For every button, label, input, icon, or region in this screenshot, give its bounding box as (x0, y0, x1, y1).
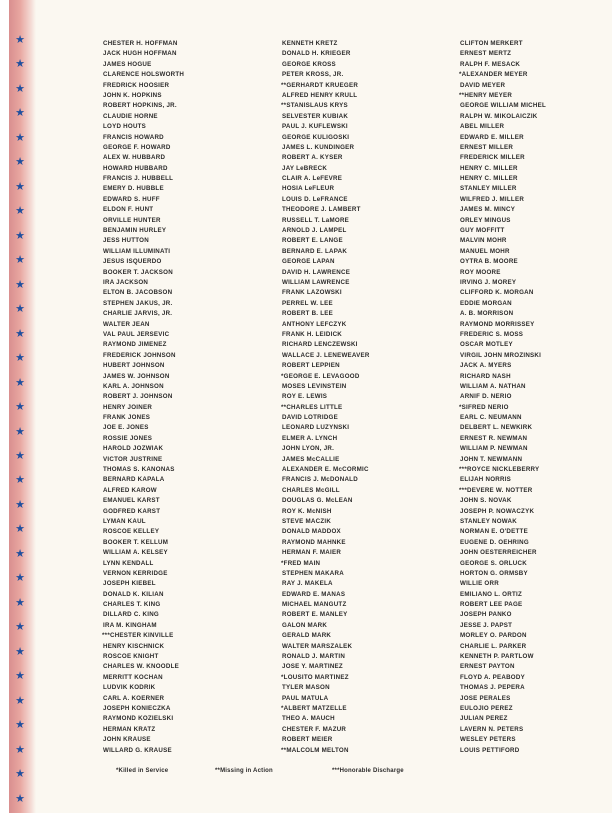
name-entry: JOSE Y. MARTINEZ (282, 663, 343, 671)
name-entry: DONALD K. KILIAN (103, 590, 164, 598)
name-entry: CHESTER H. HOFFMAN (103, 40, 178, 47)
name-entry: FREDERICK MILLER (460, 154, 525, 162)
name-entry: OYTRA B. MOORE (460, 258, 518, 266)
name-entry: SELVESTER KUBIAK (282, 112, 349, 120)
name-entry: ROBERT A. KYSER (282, 154, 343, 162)
name-entry: IRA JACKSON (103, 278, 149, 286)
name-entry: LUDVIK KODRIK (103, 684, 156, 692)
star-icon: ★ (15, 228, 25, 242)
name-entry: LAVERN N. PETERS (460, 725, 524, 733)
name-entry: *GEORGE E. LEVAGOOD (281, 372, 360, 380)
name-entry: ORLEY MINGUS (460, 216, 511, 224)
name-entry: ALFRED HENRY KRULL (282, 91, 358, 99)
name-entry: GERALD MARK (282, 632, 332, 640)
name-entry: RAYMOND KOZIELSKI (103, 715, 174, 723)
name-entry: GEORGE WILLIAM MICHEL (460, 102, 547, 110)
star-icon: ★ (15, 644, 25, 658)
star-icon: ★ (15, 302, 25, 316)
name-entry: ROSCOE KNIGHT (103, 653, 159, 661)
name-entry: HUBERT JOHNSON (103, 362, 165, 370)
name-entry: MORLEY O. PARDON (460, 632, 527, 640)
name-entry: RAYMOND JIMENEZ (103, 341, 167, 349)
name-entry: RAY J. MAKELA (282, 580, 333, 588)
name-entry: HENRY JOINER (103, 403, 153, 411)
name-entry: CARL A. KOERNER (103, 694, 165, 702)
name-entry: ROBERT LEE PAGE (460, 601, 523, 609)
name-entry: ***ROYCE NICKLEBERRY (459, 466, 540, 474)
star-icon: ★ (15, 326, 25, 340)
star-icon: ★ (15, 375, 25, 389)
name-entry: WILLIAM A. KELSEY (103, 549, 168, 557)
name-entry: EUGENE D. OEHRING (460, 538, 529, 546)
name-column-2 (282, 39, 370, 756)
name-entry: ANTHONY LEFCZYK (282, 320, 347, 328)
name-entry: HOWARD HUBBARD (103, 164, 168, 172)
star-icon: ★ (15, 718, 25, 732)
name-entry: DAVID H. LAWRENCE (282, 268, 351, 276)
name-entry: EMANUEL KARST (103, 497, 160, 505)
star-icon: ★ (15, 253, 25, 267)
name-entry: FRANK H. LEIDICK (282, 330, 343, 338)
name-entry: CLAIR A. LeFEVRE (282, 175, 343, 183)
name-entry: WILLIAM A. NATHAN (460, 382, 526, 390)
name-entry: CHARLES W. KNOODLE (103, 663, 179, 671)
star-icon: ★ (15, 57, 25, 71)
name-entry: ARNIF D. NERIO (460, 393, 512, 401)
name-entry: STEPHEN JAKUS, JR. (103, 299, 173, 307)
name-entry: **CHARLES LITTLE (281, 403, 343, 411)
name-entry: BOOKER T. KELLUM (103, 538, 169, 546)
legend-discharge: ***Honorable Discharge (332, 768, 404, 774)
name-entry: HORTON G. ORMSBY (460, 569, 528, 577)
name-entry: JOHN LYON, JR. (282, 445, 335, 453)
name-entry: WILLIAM ILLUMINATI (103, 247, 171, 255)
name-entry: LOUIS PETTIFORD (460, 746, 520, 754)
legend-missing: **Missing in Action (215, 768, 273, 774)
name-entry: RUSSELL T. LaMORE (282, 216, 350, 224)
name-entry: *FRED MAIN (281, 559, 321, 567)
name-entry: DONALD MADDOX (282, 528, 341, 536)
name-entry: ERNEST MERTZ (460, 50, 512, 58)
name-entry: MALVIN MOHR (460, 237, 507, 245)
name-entry: CLARENCE HOLSWORTH (103, 71, 185, 79)
name-entry: PERREL W. LEE (282, 299, 333, 307)
star-icon: ★ (15, 130, 25, 144)
name-entry: LOYD HOUTS (103, 123, 147, 131)
name-entry: JAMES W. JOHNSON (103, 372, 170, 380)
name-entry: RALPH F. MESACK (460, 60, 521, 68)
name-entry: JESS HUTTON (103, 237, 149, 245)
name-entry: ARNOLD J. LAMPEL (282, 227, 347, 235)
name-entry: THOMAS J. PEPERA (460, 684, 525, 692)
name-entry: JAMES M. MINCY (460, 206, 516, 214)
name-entry: JOE E. JONES (103, 424, 149, 432)
legend-killed: *Killed in Service (116, 768, 169, 774)
name-entry: FLOYD A. PEABODY (460, 673, 525, 681)
name-entry: ALEX W. HUBBARD (103, 154, 166, 162)
star-icon: ★ (15, 448, 25, 462)
name-entry: FREDERICK JOHNSON (103, 351, 176, 359)
name-entry: JAMES HOGUE (103, 60, 152, 68)
name-entry: FRANCIS HOWARD (103, 133, 164, 141)
name-entry: DAVID LOTRIDGE (282, 414, 338, 422)
name-entry: RONALD J. MARTIN (282, 653, 346, 661)
name-entry: KENNETH P. PARTLOW (460, 653, 534, 661)
star-icon: ★ (15, 791, 25, 805)
name-entry: HENRY C. MILLER (460, 164, 518, 172)
name-entry: NORMAN E. O'DETTE (460, 528, 528, 536)
name-entry: BENJAMIN HURLEY (103, 227, 167, 235)
name-column-3 (460, 39, 546, 756)
name-column-1 (103, 39, 184, 756)
star-icon: ★ (15, 204, 25, 218)
name-entry: THEODORE J. LAMBERT (282, 206, 361, 214)
name-entry: **HENRY MEYER (459, 91, 513, 99)
name-entry: EDWARD S. HUFF (103, 195, 160, 203)
name-entry: JOSE PERALES (460, 694, 511, 702)
name-entry: EDWARD E. MILLER (460, 133, 524, 141)
name-entry: ***DEVERE W. NOTTER (459, 486, 533, 494)
star-icon: ★ (15, 351, 25, 365)
name-entry: ROBERT MEIER (282, 736, 333, 744)
name-entry: EMERY D. HUBBLE (103, 185, 164, 193)
name-entry: WALTER JEAN (103, 320, 150, 328)
name-entry: RICHARD NASH (460, 372, 511, 380)
name-entry: THOMAS S. KANONAS (103, 466, 175, 474)
name-entry: WESLEY PETERS (460, 736, 516, 744)
name-entry: KENNETH KRETZ (282, 40, 338, 47)
name-entry: JAY LeBRECK (282, 164, 328, 172)
name-entry: CHARLIE L. PARKER (460, 642, 527, 650)
name-entry: ELIJAH NORRIS (460, 476, 512, 484)
name-entry: MERRITT KOCHAN (103, 673, 163, 681)
name-entry: STEPHEN MAKARA (282, 569, 344, 577)
name-entry: GEORGE KULIGOSKI (282, 133, 350, 141)
name-entry: DAVID MEYER (460, 81, 506, 89)
name-entry: OSCAR MOTLEY (460, 341, 513, 349)
name-entry: LYNN KENDALL (103, 559, 154, 567)
name-entry: GALON MARK (282, 621, 328, 629)
name-entry: ORVILLE HUNTER (103, 216, 161, 224)
name-entry: HERMAN F. MAIER (282, 549, 342, 557)
name-entry: FRANK LAZOWSKI (282, 289, 342, 297)
name-entry: MOSES LEVINSTEIN (282, 382, 347, 390)
name-entry: CHARLES T. KING (103, 601, 161, 609)
name-entry: HAROLD JOZWIAK (103, 445, 164, 453)
name-entry: A. B. MORRISON (460, 310, 514, 318)
star-icon: ★ (15, 742, 25, 756)
name-entry: CHARLES McGILL (282, 486, 340, 494)
name-entry: LEONARD LUZYNSKI (282, 424, 350, 432)
name-entry: WILLIAM P. NEWMAN (460, 445, 528, 453)
name-entry: JAMES L. KUNDINGER (282, 143, 355, 151)
name-entry: ROBERT J. JOHNSON (103, 393, 173, 401)
name-entry: ROBERT HOPKINS, JR. (103, 102, 177, 110)
name-entry: TYLER MASON (282, 684, 330, 692)
name-entry: BOOKER T. JACKSON (103, 268, 173, 276)
name-entry: EDDIE MORGAN (460, 299, 512, 307)
star-icon: ★ (15, 106, 25, 120)
name-entry: STANLEY MILLER (460, 185, 517, 193)
star-icon: ★ (15, 620, 25, 634)
name-entry: BERNARD KAPALA (103, 476, 165, 484)
star-icon: ★ (15, 693, 25, 707)
name-entry: EULOJIO PEREZ (460, 705, 513, 712)
name-entry: LYMAN KAUL (103, 517, 146, 525)
name-entry: GUY MOFFITT (460, 227, 505, 235)
name-entry: ROBERT B. LEE (282, 310, 334, 318)
name-entry: CLIFFORD K. MORGAN (460, 289, 534, 297)
name-entry: DELBERT L. NEWKIRK (460, 424, 533, 432)
name-entry: DONALD H. KRIEGER (282, 50, 351, 58)
name-entry: **MALCOLM MELTON (281, 746, 349, 754)
name-entry: LOUIS D. LeFRANCE (282, 195, 348, 203)
name-entry: RICHARD LENCZEWSKI (282, 341, 358, 349)
name-entry: ALFRED KAROW (103, 486, 157, 494)
name-entry: CLIFTON MERKERT (460, 40, 523, 47)
name-entry: ELTON B. JACOBSON (103, 289, 173, 297)
name-entry: **STANISLAUS KRYS (281, 102, 348, 110)
name-entry: JACK A. MYERS (460, 362, 512, 370)
name-entry: WILFRED J. MILLER (460, 195, 525, 203)
name-entry: PAUL MATULA (282, 694, 329, 702)
name-entry: JESUS ISQUERDO (103, 258, 162, 266)
name-entry: HERMAN KRATZ (103, 725, 156, 733)
name-entry: WALLACE J. LENEWEAVER (282, 351, 370, 359)
star-icon: ★ (15, 595, 25, 609)
name-entry: JOSEPH P. NOWACZYK (460, 507, 535, 515)
name-entry: DOUGLAS G. McLEAN (282, 497, 353, 505)
name-entry: DILLARD C. KING (103, 611, 159, 619)
name-entry: FRANCIS J. McDONALD (282, 476, 358, 484)
name-entry: JACK HUGH HOFFMAN (103, 50, 177, 58)
name-entry: **GERHARDT KRUEGER (281, 81, 359, 89)
name-entry: JOSEPH PANKO (460, 611, 512, 619)
name-entry: FRANCIS J. HUBBELL (103, 175, 174, 183)
star-icon: ★ (15, 767, 25, 781)
name-entry: JOSEPH KIEBEL (103, 580, 156, 588)
name-entry: EARL C. NEUMANN (460, 414, 522, 422)
name-entry: JOHN KRAUSE (103, 736, 151, 744)
name-entry: JESSE J. PAPST (460, 621, 513, 629)
name-entry: JOSEPH KONIECZKA (103, 705, 171, 712)
name-entry: GEORGE F. HOWARD (103, 143, 171, 151)
star-column (12, 34, 28, 804)
star-icon: ★ (15, 277, 25, 291)
name-entry: HENRY KISCHNICK (103, 642, 165, 650)
name-entry: STANLEY NOWAK (460, 517, 517, 525)
name-entry: IRVING J. MOREY (460, 278, 517, 286)
legend (0, 767, 612, 781)
name-entry: VIRGIL JOHN MROZINSKI (460, 351, 542, 359)
star-icon: ★ (15, 546, 25, 560)
name-entry: WILLIE ORR (460, 580, 499, 588)
name-entry: KARL A. JOHNSON (103, 382, 164, 390)
name-entry: *ALEXANDER MEYER (459, 71, 528, 79)
name-entry: JAMES McCALLIE (282, 455, 340, 463)
name-entry: ROBERT E. MANLEY (282, 611, 348, 619)
name-entry: EDWARD E. MANAS (282, 590, 346, 598)
name-entry: ***CHESTER KINVILLE (102, 632, 174, 640)
star-icon: ★ (15, 400, 25, 414)
name-entry: ROY MOORE (460, 268, 501, 276)
star-icon: ★ (15, 497, 25, 511)
name-entry: ERNEST R. NEWMAN (460, 434, 528, 442)
name-entry: JOHN S. NOVAK (460, 497, 512, 505)
name-entry: HENRY C. MILLER (460, 175, 518, 183)
star-icon: ★ (15, 33, 25, 46)
name-entry: ROBERT LEPPIEN (282, 362, 340, 370)
name-entry: CLAUDIE HORNE (103, 112, 158, 120)
name-entry: ALEXANDER E. McCORMIC (282, 466, 369, 474)
name-entry: EMILIANO L. ORTIZ (460, 590, 522, 598)
name-entry: RALPH W. MIKOLAICZIK (460, 112, 538, 120)
name-entry: MICHAEL MANGUTZ (282, 601, 347, 609)
name-entry: JULIAN PEREZ (460, 715, 508, 723)
name-entry: GODFRED KARST (103, 507, 161, 515)
name-entry: JOHN K. HOPKINS (103, 91, 162, 99)
star-icon: ★ (15, 669, 25, 683)
name-entry: ELDON F. HUNT (103, 206, 154, 214)
name-entry: CHARLIE JARVIS, JR. (103, 310, 173, 318)
name-entry: VAL PAUL JERSEVIC (103, 330, 170, 338)
name-entry: IRA M. KINGHAM (103, 621, 157, 629)
name-entry: CHESTER F. MAZUR (282, 725, 347, 733)
star-icon: ★ (15, 522, 25, 536)
name-entry: FREDERIC S. MOSS (460, 330, 524, 338)
star-icon: ★ (15, 155, 25, 169)
name-entry: MANUEL MOHR (460, 247, 510, 255)
name-entry: FREDRICK HOOSIER (103, 81, 170, 89)
star-icon: ★ (15, 473, 25, 487)
name-entry: WILLIAM LAWRENCE (282, 278, 350, 286)
star-icon: ★ (15, 179, 25, 193)
name-entry: GEORGE LAPAN (282, 258, 335, 266)
name-entry: GEORGE KROSS (282, 60, 336, 68)
name-entry: ERNEST MILLER (460, 143, 514, 151)
name-entry: PAUL J. KUFLEWSKI (282, 123, 348, 131)
name-entry: ROY E. LEWIS (282, 393, 328, 401)
name-entry: ERNEST PAYTON (460, 663, 515, 671)
star-icon: ★ (15, 81, 25, 95)
name-entry: BERNARD E. LAPAK (282, 247, 348, 255)
name-entry: VERNON KERRIDGE (103, 569, 168, 577)
name-entry: STEVE MACZIK (282, 517, 332, 525)
name-entry: ROSCOE KELLEY (103, 528, 160, 536)
name-entry: RAYMOND MORRISSEY (460, 320, 535, 328)
name-entry: ELMER A. LYNCH (282, 434, 338, 442)
name-entry: JOHN T. NEWMANN (460, 455, 523, 463)
name-entry: ABEL MILLER (460, 123, 505, 131)
name-entry: WILLARD G. KRAUSE (103, 746, 172, 754)
name-entry: PETER KROSS, JR. (282, 71, 344, 79)
name-entry: THEO A. MAUCH (282, 715, 335, 723)
name-entry: ROBERT E. LANGE (282, 237, 343, 245)
name-entry: VICTOR JUSTRINE (103, 455, 163, 463)
name-entry: ROY K. McNISH (282, 507, 332, 515)
name-entry: GEORGE S. ORLUCK (460, 559, 527, 567)
name-entry: RAYMOND MAHNKE (282, 538, 346, 546)
name-entry: *SIFRED NERIO (459, 403, 509, 411)
name-entry: FRANK JONES (103, 414, 151, 422)
name-entry: ROSSIE JONES (103, 434, 153, 442)
name-entry: HOSIA LeFLEUR (282, 185, 335, 193)
star-icon: ★ (15, 571, 25, 585)
star-icon: ★ (15, 424, 25, 438)
name-entry: *LOUSITO MARTINEZ (281, 673, 349, 681)
name-entry: JOHN OESTERREICHER (460, 549, 537, 557)
name-entry: WALTER MARSZALEK (282, 642, 353, 650)
name-entry: *ALBERT MATZELLE (281, 705, 347, 712)
